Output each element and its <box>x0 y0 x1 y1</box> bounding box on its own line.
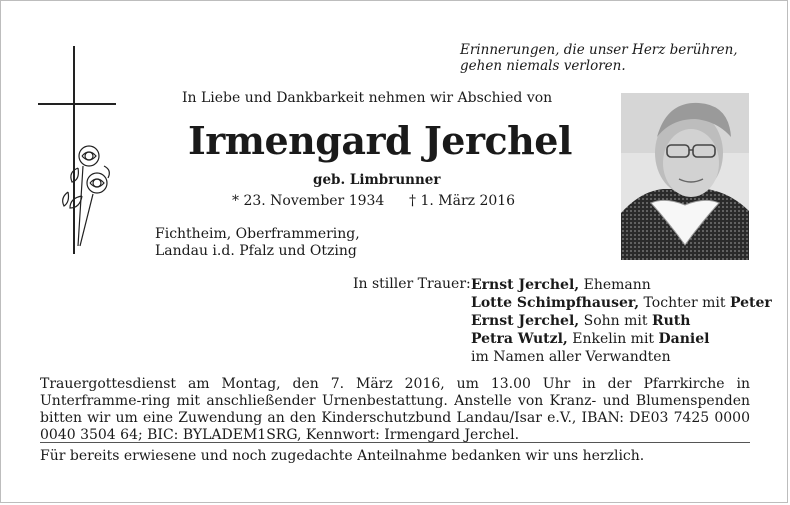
mourners-list <box>471 276 772 366</box>
mourner-1: Ernst Jerchel, Ehemann <box>471 277 651 293</box>
divider <box>40 442 750 443</box>
mourner-5: im Namen aller Verwandten <box>471 349 671 365</box>
mourner-2: Lotte Schimpfhauser, Tochter mit Peter <box>471 295 772 311</box>
places-line-2: Landau i.d. Pfalz und Otzing <box>155 243 357 259</box>
intro-text: In Liebe und Dankbarkeit nehmen wir Abschied von <box>182 90 553 106</box>
cross-with-roses-icon <box>38 46 120 254</box>
mourner-4: Petra Wutzl, Enkelin mit Daniel <box>471 331 710 347</box>
death-date: † 1. März 2016 <box>409 193 516 209</box>
birth-date: * 23. November 1934 <box>232 193 385 209</box>
mourners-label: In stiller Trauer: <box>353 276 471 292</box>
quote-line-2: gehen niemals verloren. <box>460 58 626 74</box>
deceased-name: Irmengard Jerchel <box>188 118 572 163</box>
epigraph-quote <box>460 42 750 74</box>
birth-name: geb. Limbrunner <box>313 172 441 188</box>
quote-line-1: Erinnerungen, die unser Herz berühren, <box>460 42 738 58</box>
places <box>155 226 360 260</box>
service-details: Trauergottesdienst am Montag, den 7. März 2016, um 13.00 Uhr in der Pfarrkirche in Unterframme-ring mit anschließender Urnenbestattung. Anstelle von Kranz- und Blumenspenden bitten wir um eine Zuwendung an den Kinderschutzbund Landau/Isar e.V., IBAN: DE03 7425 0000 0040 3504 64; BIC: BYLADEM1SRG, Kennwort: Irmengard Jerchel. <box>40 376 750 443</box>
thanks-text: Für bereits erwiesene und noch zugedachte Anteilnahme bedanken wir uns herzlich. <box>40 448 645 464</box>
mourner-3: Ernst Jerchel, Sohn mit Ruth <box>471 313 691 329</box>
places-line-1: Fichtheim, Oberframmering, <box>155 226 360 242</box>
portrait-photo <box>621 93 749 260</box>
